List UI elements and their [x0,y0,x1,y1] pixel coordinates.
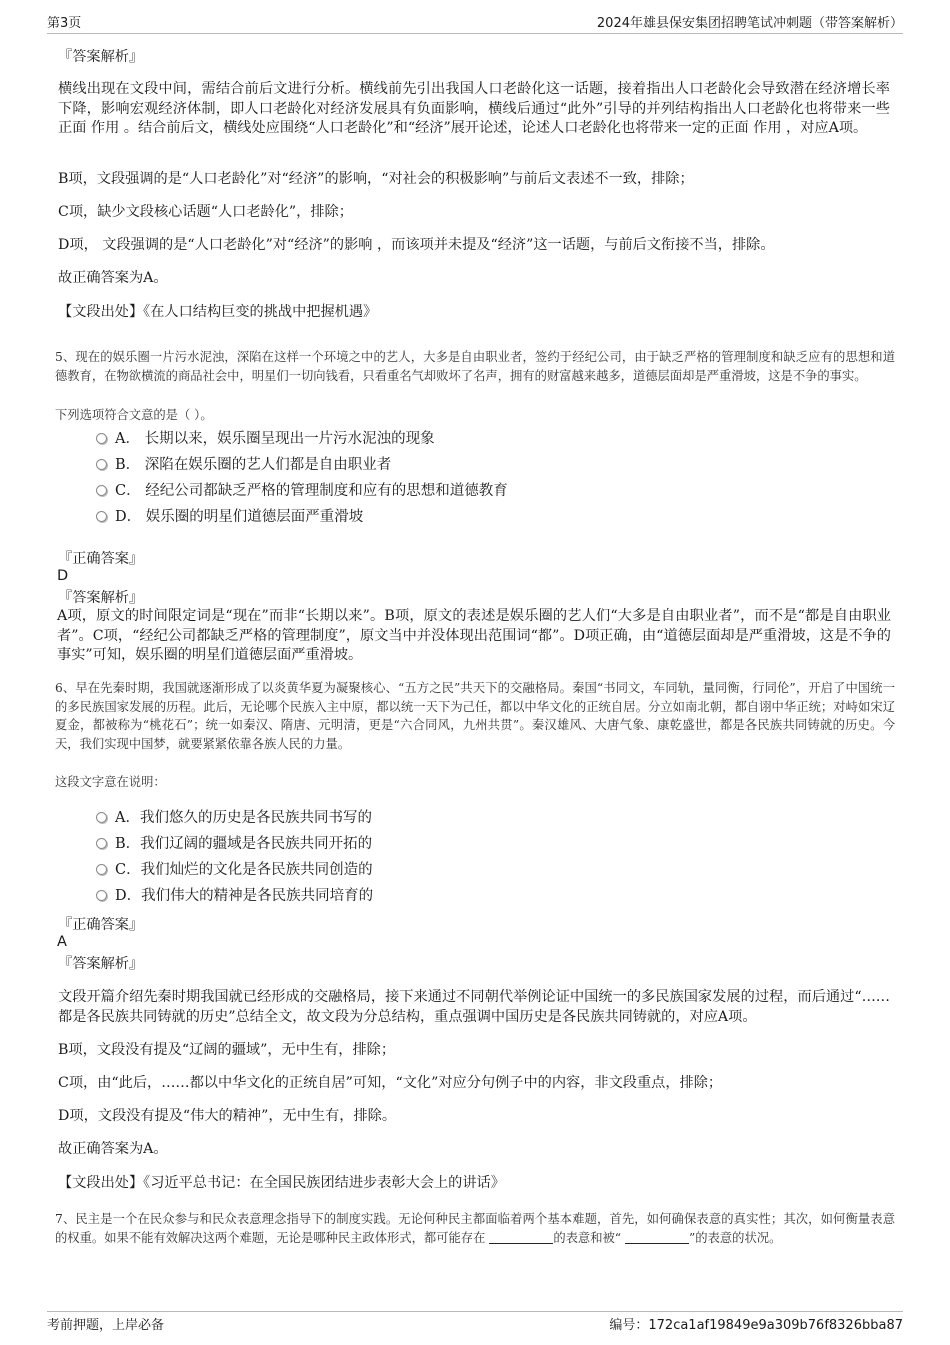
q4-analysis-label: 『答案解析』 [58,49,144,65]
q6-option-c[interactable] [96,860,373,880]
q7-stem-part2: 的表意和被“ [553,1230,625,1245]
radio-icon[interactable] [96,459,107,470]
radio-icon[interactable] [96,511,107,522]
document-id: 编号：172ca1af19849e9a309b76f8326bba87 [609,1318,903,1333]
q5-analysis [57,607,891,666]
q4-conclusion-text: 故正确答案为A。 [58,270,168,286]
q4-option-c-note [58,203,890,223]
q5-option-d-label: D． 娱乐圈的明星们道德层面严重滑坡 [115,509,364,525]
header-divider [47,33,903,34]
radio-icon[interactable] [96,890,107,901]
fill-blank [489,1231,553,1244]
q6-option-b-note [58,1041,890,1061]
q6-option-d-note [58,1107,890,1127]
q4-analysis [58,80,890,139]
q6-source-text: 【文段出处】《习近平总书记：在全国民族团结进步表彰大会上的讲话》 [58,1175,505,1191]
q5-option-d[interactable] [96,507,363,527]
q6-option-b[interactable] [96,834,372,854]
q6-stem: 6、早在先秦时期，我国就逐渐形成了以炎黄华夏为凝聚核心、“五方之民”共天下的交融格局。秦国“书同文，车同轨，量同衡，行同伦”，开启了中国统一的多民族国家发展的历程。此后，无论哪个民族入主中原，都以统一天下为己任，都以中华文化的正统自居。分立如南北朝，都自诩中华正统；对峙如宋辽夏金，都被称为“桃花石”；统一如秦汉、隋唐、元明清，更是“六合同风，九州共贯”。秦汉雄风、大唐气象、康乾盛世，都是各民族共同铸就的历史。今天，我们实现中国梦，就要紧紧依靠各族人民的力量。 [55,681,895,751]
page-number: 第3页 [47,16,82,31]
q7-stem-part3: ”的表意的状况。 [689,1230,782,1245]
q4-c-text: C项，缺少文段核心话题“人口老龄化”，排除； [58,204,353,220]
q7-stem-part1: 7、民主是一个在民众参与和民众表意理念指导下的制度实践。无论何种民主都面临着两个基本难题，首先，如何确保表意的真实性；其次，如何衡量表意的权重。如果不能有效解决这两个难题，无论是哪种民主政体形式，都可能存在 [55,1212,895,1245]
q5-stem: 5、现在的娱乐圈一片污水泥浊，深陷在这样一个环境之中的艺人，大多是自由职业者，签约于经纪公司，由于缺乏严格的管理制度和缺乏应有的思想和道德教育，在物欲横流的商品社会中，明星们一切向钱看，只看重名气却败坏了名声，拥有的财富越来越多，道德层面却是严重滑坡，这是不争的事实。 [55,350,895,383]
q5-option-b[interactable] [96,455,391,475]
document-title: 2024年雄县保安集团招聘笔试冲刺题（带答案解析） [596,16,903,31]
q6-conclusion [58,1140,890,1160]
radio-icon[interactable] [96,485,107,496]
q6-source [58,1174,890,1194]
radio-icon[interactable] [96,812,107,823]
q5-prompt: 下列选项符合文意的是（ ）。 [55,408,213,422]
footer-slogan: 考前押题，上岸必备 [47,1318,165,1333]
q6-option-a[interactable] [96,808,372,828]
q5-option-b-label: B． 深陷在娱乐圈的艺人们都是自由职业者 [115,457,392,473]
q4-d-text: D项， 文段强调的是“人口老龄化”对“经济”的影响 ，而该项并未提及“经济”这一话题，与前后文衔接不当，排除。 [58,237,775,253]
footer-divider [47,1311,903,1312]
q5-answer-label: 『正确答案』 [58,551,144,567]
q6-b-text: B项，文段没有提及“辽阔的疆域”，无中生有，排除； [58,1042,396,1058]
radio-icon[interactable] [96,838,107,849]
fill-blank [625,1231,689,1244]
q6-answer-label: 『正确答案』 [58,917,144,933]
q6-option-d-label: D．我们伟大的精神是各民族共同培育的 [115,888,374,904]
q4-source-text: 【文段出处】《在人口结构巨变的挑战中把握机遇》 [58,304,378,320]
radio-icon[interactable] [96,433,107,444]
q5-answer: D [57,568,69,584]
q5-option-c[interactable] [96,481,508,501]
radio-icon[interactable] [96,864,107,875]
q6-analysis [58,988,890,1027]
q6-prompt: 这段文字意在说明： [55,775,166,789]
q6-answer: A [57,934,67,950]
q6-analysis-label: 『答案解析』 [58,956,144,972]
q6-analysis-text: 文段开篇介绍先秦时期我国就已经形成的交融格局，接下来通过不同朝代举例论证中国统一的多民族国家发展的过程，而后通过“……都是各民族共同铸就的历史”总结全文，故文段为分总结构，重点强调中国历史是各民族共同铸就的，对应A项。 [58,989,890,1025]
q6-conclusion-text: 故正确答案为A。 [58,1141,168,1157]
q4-analysis-text: 横线出现在文段中间，需结合前后文进行分析。横线前先引出我国人口老龄化这一话题，接着指出人口老龄化会导致潜在经济增长率下降，影响宏观经济体制，即人口老龄化对经济发展具有负面影响，横线后通过“此外”引导的并列结构指出人口老龄化也将带来一些正面 作用 。结合前后文，横线处应围绕“人口老龄化”和“经济”展开论述，论述人口老龄化也将带来一定的正面 作用 ，对应A项。 [58,81,890,136]
q4-source [58,303,890,323]
q6-option-b-label: B．我们辽阔的疆域是各民族共同开拓的 [115,836,373,852]
q6-d-text: D项，文段没有提及“伟大的精神”，无中生有，排除。 [58,1108,397,1124]
q6-option-d[interactable] [96,886,373,906]
q6-option-c-label: C．我们灿烂的文化是各民族共同创造的 [115,862,373,878]
q5-analysis-label: 『答案解析』 [58,590,144,606]
q5-option-a[interactable] [96,429,435,449]
q6-option-a-label: A．我们悠久的历史是各民族共同书写的 [115,810,372,826]
q4-option-b-note [58,170,890,190]
q6-c-text: C项，由“此后，……都以中华文化的正统自居”可知，“文化”对应分句例子中的内容，非文段重点，排除； [58,1075,723,1091]
q5-analysis-text: A项，原文的时间限定词是“现在”而非“长期以来”。B项，原文的表述是娱乐圈的艺人们“大多是自由职业者”，而不是“都是自由职业者”。C项，“经纪公司都缺乏严格的管理制度”，原文当中并没体现出范围词“都”。D项正确，由“道德层面却是严重滑坡，这是不争的事实”可知，娱乐圈的明星们道德层面严重滑坡。 [57,608,891,663]
q4-conclusion [58,269,890,289]
q4-option-d-note [58,236,890,256]
q6-option-c-note [58,1074,890,1094]
q7-stem [55,1210,895,1247]
q5-option-c-label: C． 经纪公司都缺乏严格的管理制度和应有的思想和道德教育 [115,483,508,499]
q5-option-a-label: A． 长期以来，娱乐圈呈现出一片污水泥浊的现象 [115,431,435,447]
q4-b-text: B项，文段强调的是“人口老龄化”对“经济”的影响，“对社会的积极影响”与前后文表述不一致，排除； [58,171,694,187]
